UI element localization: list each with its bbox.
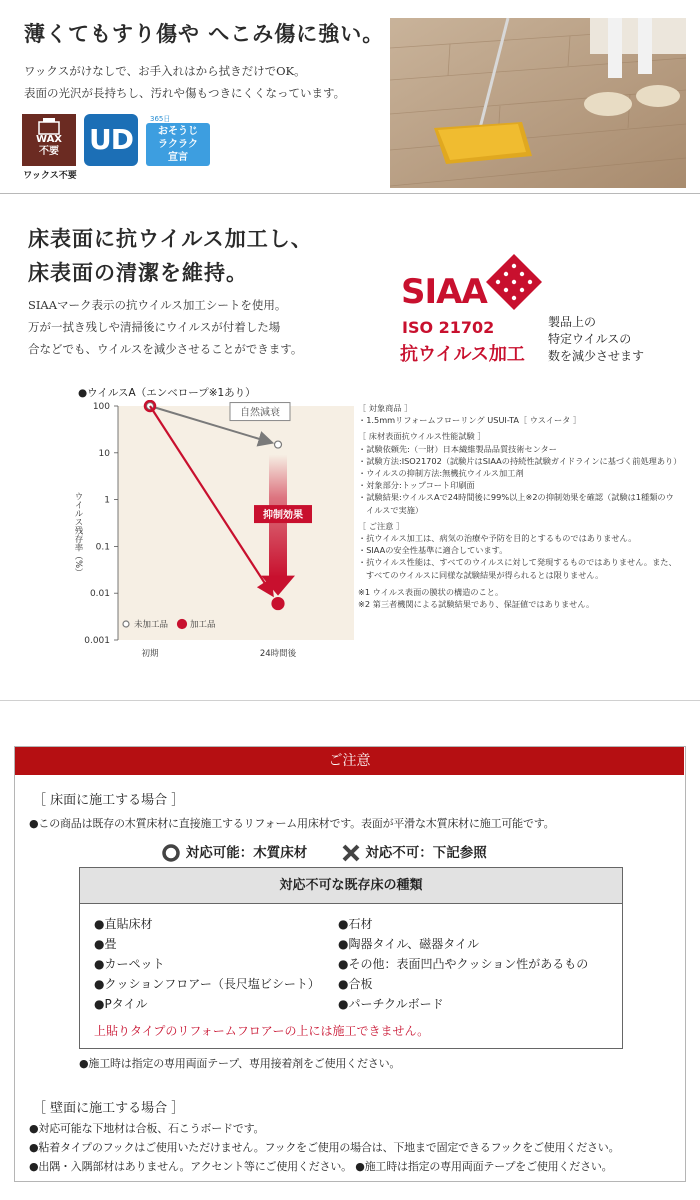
siaa-diamond-icon [484, 252, 544, 312]
list-item: ●直貼床材 [94, 917, 153, 931]
y-tick-label: 0.001 [84, 636, 110, 646]
antivirus-heading [28, 222, 313, 290]
durability-heading: 薄くてもすり傷や へこみ傷に強い。 [24, 21, 385, 46]
wax-badge-caption: ワックス不要 [23, 171, 77, 181]
floor-section-heading: ［ 床面に施工する場合 ］ [33, 793, 185, 808]
notes-item: ・SIAAの安全性基準に適合しています。 [358, 545, 508, 556]
compatibility-row [161, 841, 487, 863]
y-tick-label: 0.01 [89, 589, 110, 600]
antivirus-body-line: SIAAマーク表示の抗ウイルス加工シートを使用。 [28, 298, 287, 312]
list-item: ●カーペット [94, 957, 165, 971]
data-point [275, 441, 282, 448]
notes-footnote: ※2 第三者機関による試験結果であり、保証値ではありません。 [358, 599, 595, 610]
wax-badge-line: WAX [35, 134, 63, 145]
wall-section-heading: ［ 壁面に施工する場合 ］ [33, 1101, 185, 1116]
annotation-natural-decay [230, 403, 290, 421]
virus-chart [60, 400, 360, 690]
floor-mopping-photo [390, 18, 686, 188]
plot-area [118, 406, 354, 640]
legend-label: 加工品 [190, 620, 216, 630]
chart-title: ●ウイルスA（エンベロープ※1あり） [78, 387, 256, 399]
section-divider [0, 193, 700, 194]
list-item: ●その他：表面凹凸やクッション性があるもの [338, 957, 589, 971]
ud-badge: UD [84, 114, 138, 166]
siaa-mark [398, 252, 548, 370]
notes-item: ・対象部分:トップコート印刷面 [358, 480, 475, 491]
cross-ng-icon [341, 843, 361, 863]
osoji-badge-line: 宣言 [168, 152, 188, 163]
notes-item: ・試験結果:ウイルスAで24時間後に99%以上※2の抑制効果を確認（試験は1種類のウイルスで実施） [358, 492, 674, 515]
y-tick-label: 100 [92, 402, 110, 412]
y-axis-label: ウイルス残存率（%） [73, 492, 83, 577]
siaa-description-line: 特定ウイルスの [548, 332, 632, 346]
ng-label: 対応不可：下記参照 [365, 845, 487, 861]
osoji-badge [146, 114, 210, 166]
durability-body [24, 60, 345, 104]
wall-note: ●対応可能な下地材は合板、石こうボードです。 [29, 1122, 265, 1135]
caution-box [14, 746, 686, 1182]
notes-footnote: ※1 ウイルス表面の膜状の構造のこと。 [358, 586, 504, 597]
list-item: ●クッションフロアー（長尺塩ビシート） [94, 977, 320, 991]
notes-caution-head: ［ ご注意 ］ [358, 520, 405, 531]
y-tick-label: 0.1 [95, 542, 110, 553]
osoji-badge-line: ラクラク [158, 139, 198, 150]
antivirus-body-line: 万が一拭き残しや清掃後にウイルスが付着した場 [28, 320, 281, 334]
x-tick-label: 初期 [141, 649, 159, 659]
antivirus-heading-line: 床表面に抗ウイルス加工し、 [28, 226, 313, 251]
notes-item: ・ウイルスの抑制方法:無機抗ウイルス加工剤 [358, 468, 524, 479]
unsupported-floors-table [79, 867, 623, 1049]
list-item: ●畳 [94, 937, 117, 951]
annotation-text: 抑制効果 [263, 510, 303, 522]
antivirus-body [28, 294, 302, 360]
unsupported-floors-header: 対応不可な既存床の種類 [80, 868, 622, 904]
data-point [272, 598, 284, 610]
y-tick-label: 10 [98, 448, 110, 459]
siaa-description-line: 数を減少させます [548, 349, 645, 363]
notes-item: ・抗ウイルス加工は、病気の治療や予防を目的とするものではありません。 [358, 533, 637, 544]
y-tick-label: 1 [104, 495, 110, 506]
siaa-description-line: 製品上の [548, 315, 597, 329]
antivirus-body-line: 合などでも、ウイルスを減少させることができます。 [28, 342, 303, 356]
unsupported-floors-left [94, 914, 320, 1014]
ok-label: 対応可能：木質床材 [185, 845, 308, 861]
notes-item: ・試験依頼先:（一財）日本繊維製品品質技術センター [358, 443, 557, 454]
circle-ok-icon [161, 843, 181, 863]
section-divider [0, 700, 700, 701]
siaa-description [548, 314, 644, 365]
annotation-suppression [254, 505, 312, 523]
siaa-word: SIAA [401, 272, 487, 312]
notes-item: ・試験方法:ISO21702（試験片はSIAAの持続性試験ガイドラインに基づく前処理あり） [358, 455, 682, 466]
list-item: ●Pタイル [94, 997, 148, 1011]
wax-free-badge [22, 114, 77, 181]
siaa-iso: ISO 21702 [402, 318, 495, 337]
notes-target-head: ［ 対象商品 ］ [358, 403, 413, 413]
osoji-badge-line: おそうじ [158, 126, 198, 137]
annotation-text: 自然減衰 [240, 407, 280, 419]
notes-test-head: ［ 床材表面抗ウイルス性能試験 ］ [358, 431, 486, 442]
list-item: ●石材 [338, 917, 373, 931]
floor-description: ●この商品は既存の木質床材に直接施工するリフォーム用床材です。表面が平滑な木質床材に施工可能です。 [29, 817, 555, 830]
overlay-warning: 上貼りタイプのリフォームフロアーの上には施工できません。 [94, 1024, 430, 1038]
caution-header: ご注意 [15, 747, 684, 775]
osoji-badge-top: 365日 [150, 115, 171, 123]
durability-body-line: ワックスがけなしで、お手入れはから拭きだけでOK。 [24, 64, 306, 78]
test-notes [358, 402, 682, 610]
unsupported-floors-right [338, 914, 588, 1014]
siaa-label: 抗ウイルス加工 [400, 344, 525, 365]
notes-item: ・抗ウイルス性能は、すべてのウイルスに対して発現するものではありません。また、すべてのウイルスに同様な試験結果が得られるとは限りません。 [358, 557, 677, 580]
wax-can-icon [22, 116, 76, 136]
notes-item: ・1.5mmリフォームフローリング USUI-TA［ ウスイータ ］ [358, 415, 582, 426]
legend-label: 未加工品 [134, 620, 169, 630]
wall-note: ●粘着タイプのフックはご使用いただけません。フックをご使用の場合は、下地まで固定できるフックをご使用ください。 [29, 1141, 620, 1154]
durability-body-line: 表面の光沢が長持ちし、汚れや傷もつきにくくなっています。 [24, 86, 346, 100]
legend-marker [178, 620, 187, 629]
list-item: ●パーチクルボード [338, 997, 444, 1011]
antivirus-heading-line: 床表面の清潔を維持。 [28, 260, 248, 285]
list-item: ●合板 [338, 977, 373, 991]
floor-install-note: ●施工時は指定の専用両面テープ、専用接着剤をご使用ください。 [79, 1057, 401, 1070]
list-item: ●陶器タイル、磁器タイル [338, 937, 480, 951]
x-tick-label: 24時間後 [259, 649, 297, 659]
wax-badge-line: 不要 [39, 146, 59, 157]
legend-marker [123, 621, 129, 627]
feature-badges [22, 114, 222, 180]
wall-note: ●出隅・入隅部材はありません。アクセント等にご使用ください。 ●施工時は指定の専用両面テープをご使用ください。 [29, 1160, 613, 1173]
